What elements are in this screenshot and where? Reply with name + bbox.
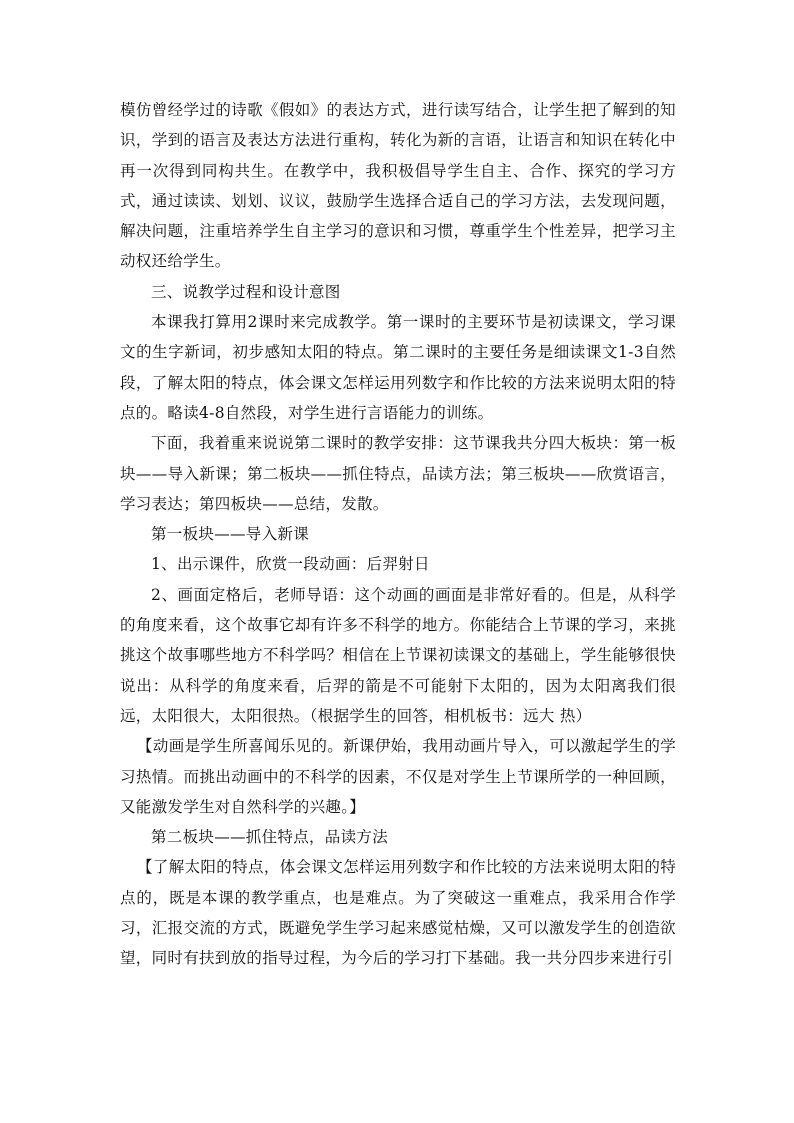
paragraph-second-lesson-arrangement: 下面，我着重来说说第二课时的教学安排：这节课我共分四大板块：第一板块——导入新课；第二板块——抓住特点，品读方法；第三板块——欣赏语言，学习表达；第四板块——总结，发散。 — [120, 434, 676, 513]
section-heading-teaching-process: 三、说教学过程和设计意图 — [151, 282, 341, 301]
design-note-1: 【动画是学生所喜闻乐见的。新课伊始，我用动画片导入，可以激起学生的学习热情。而挑出动画中的不科学的因素，不仅是对学生上节课所学的一种回顾，又能激发学生对自然科学的兴趣。】 — [120, 737, 676, 816]
block-heading-1: 第一板块——导入新课 — [151, 525, 310, 544]
paragraph-lesson-plan: 本课我打算用2课时来完成教学。第一课时的主要环节是初读课文，学习课文的生字新词，初步感知太阳的特点。第二课时的主要任务是细读课文1-3自然段，了解太阳的特点，体会课文怎样运用列数字和作比较的方法来说明太阳的特点的。略读4-8自然段，对学生进行言语能力的训练。 — [120, 313, 676, 422]
step-2: 2、画面定格后，老师导语：这个动画的画面是非常好看的。但是，从科学的角度来看，这个故事它却有许多不科学的地方。你能结合上节课的学习，来挑挑这个故事哪些地方不科学吗？相信在上节课初读课文的基础上，学生能够很快说出：从科学的角度来看，后羿的箭是不可能射下太阳的，因为太阳离我们很远，太阳很大，太阳很热。（根据学生的回答，相机板书：远大 热） — [120, 585, 676, 725]
design-note-2: 【了解太阳的特点，体会课文怎样运用列数字和作比较的方法来说明太阳的特点的，既是本课的教学重点，也是难点。为了突破这一重难点，我采用合作学习，汇报交流的方式，既避免学生学习起来感觉枯燥，又可以激发学生的创造欲望，同时有扶到放的指导过程，为今后的学习打下基础。我一共分四步来进行引 — [120, 858, 676, 968]
block-heading-2: 第二板块——抓住特点，品读方法 — [151, 828, 389, 847]
document-page — [120, 95, 676, 974]
paragraph-method-summary: 模仿曾经学过的诗歌《假如》的表达方式，进行读写结合，让学生把了解到的知识，学到的语言及表达方法进行重构，转化为新的言语，让语言和知识在转化中再一次得到同构共生。在教学中，我积极倡导学生自主、合作、探究的学习方式，通过读读、划划、议议，鼓励学生选择合适自己的学习方法，去发现问题，解决问题，注重培养学生自主学习的意识和习惯，尊重学生个性差异，把学习主动权还给学生。 — [120, 101, 676, 271]
step-1: 1、出示课件，欣赏一段动画：后羿射日 — [151, 555, 430, 574]
